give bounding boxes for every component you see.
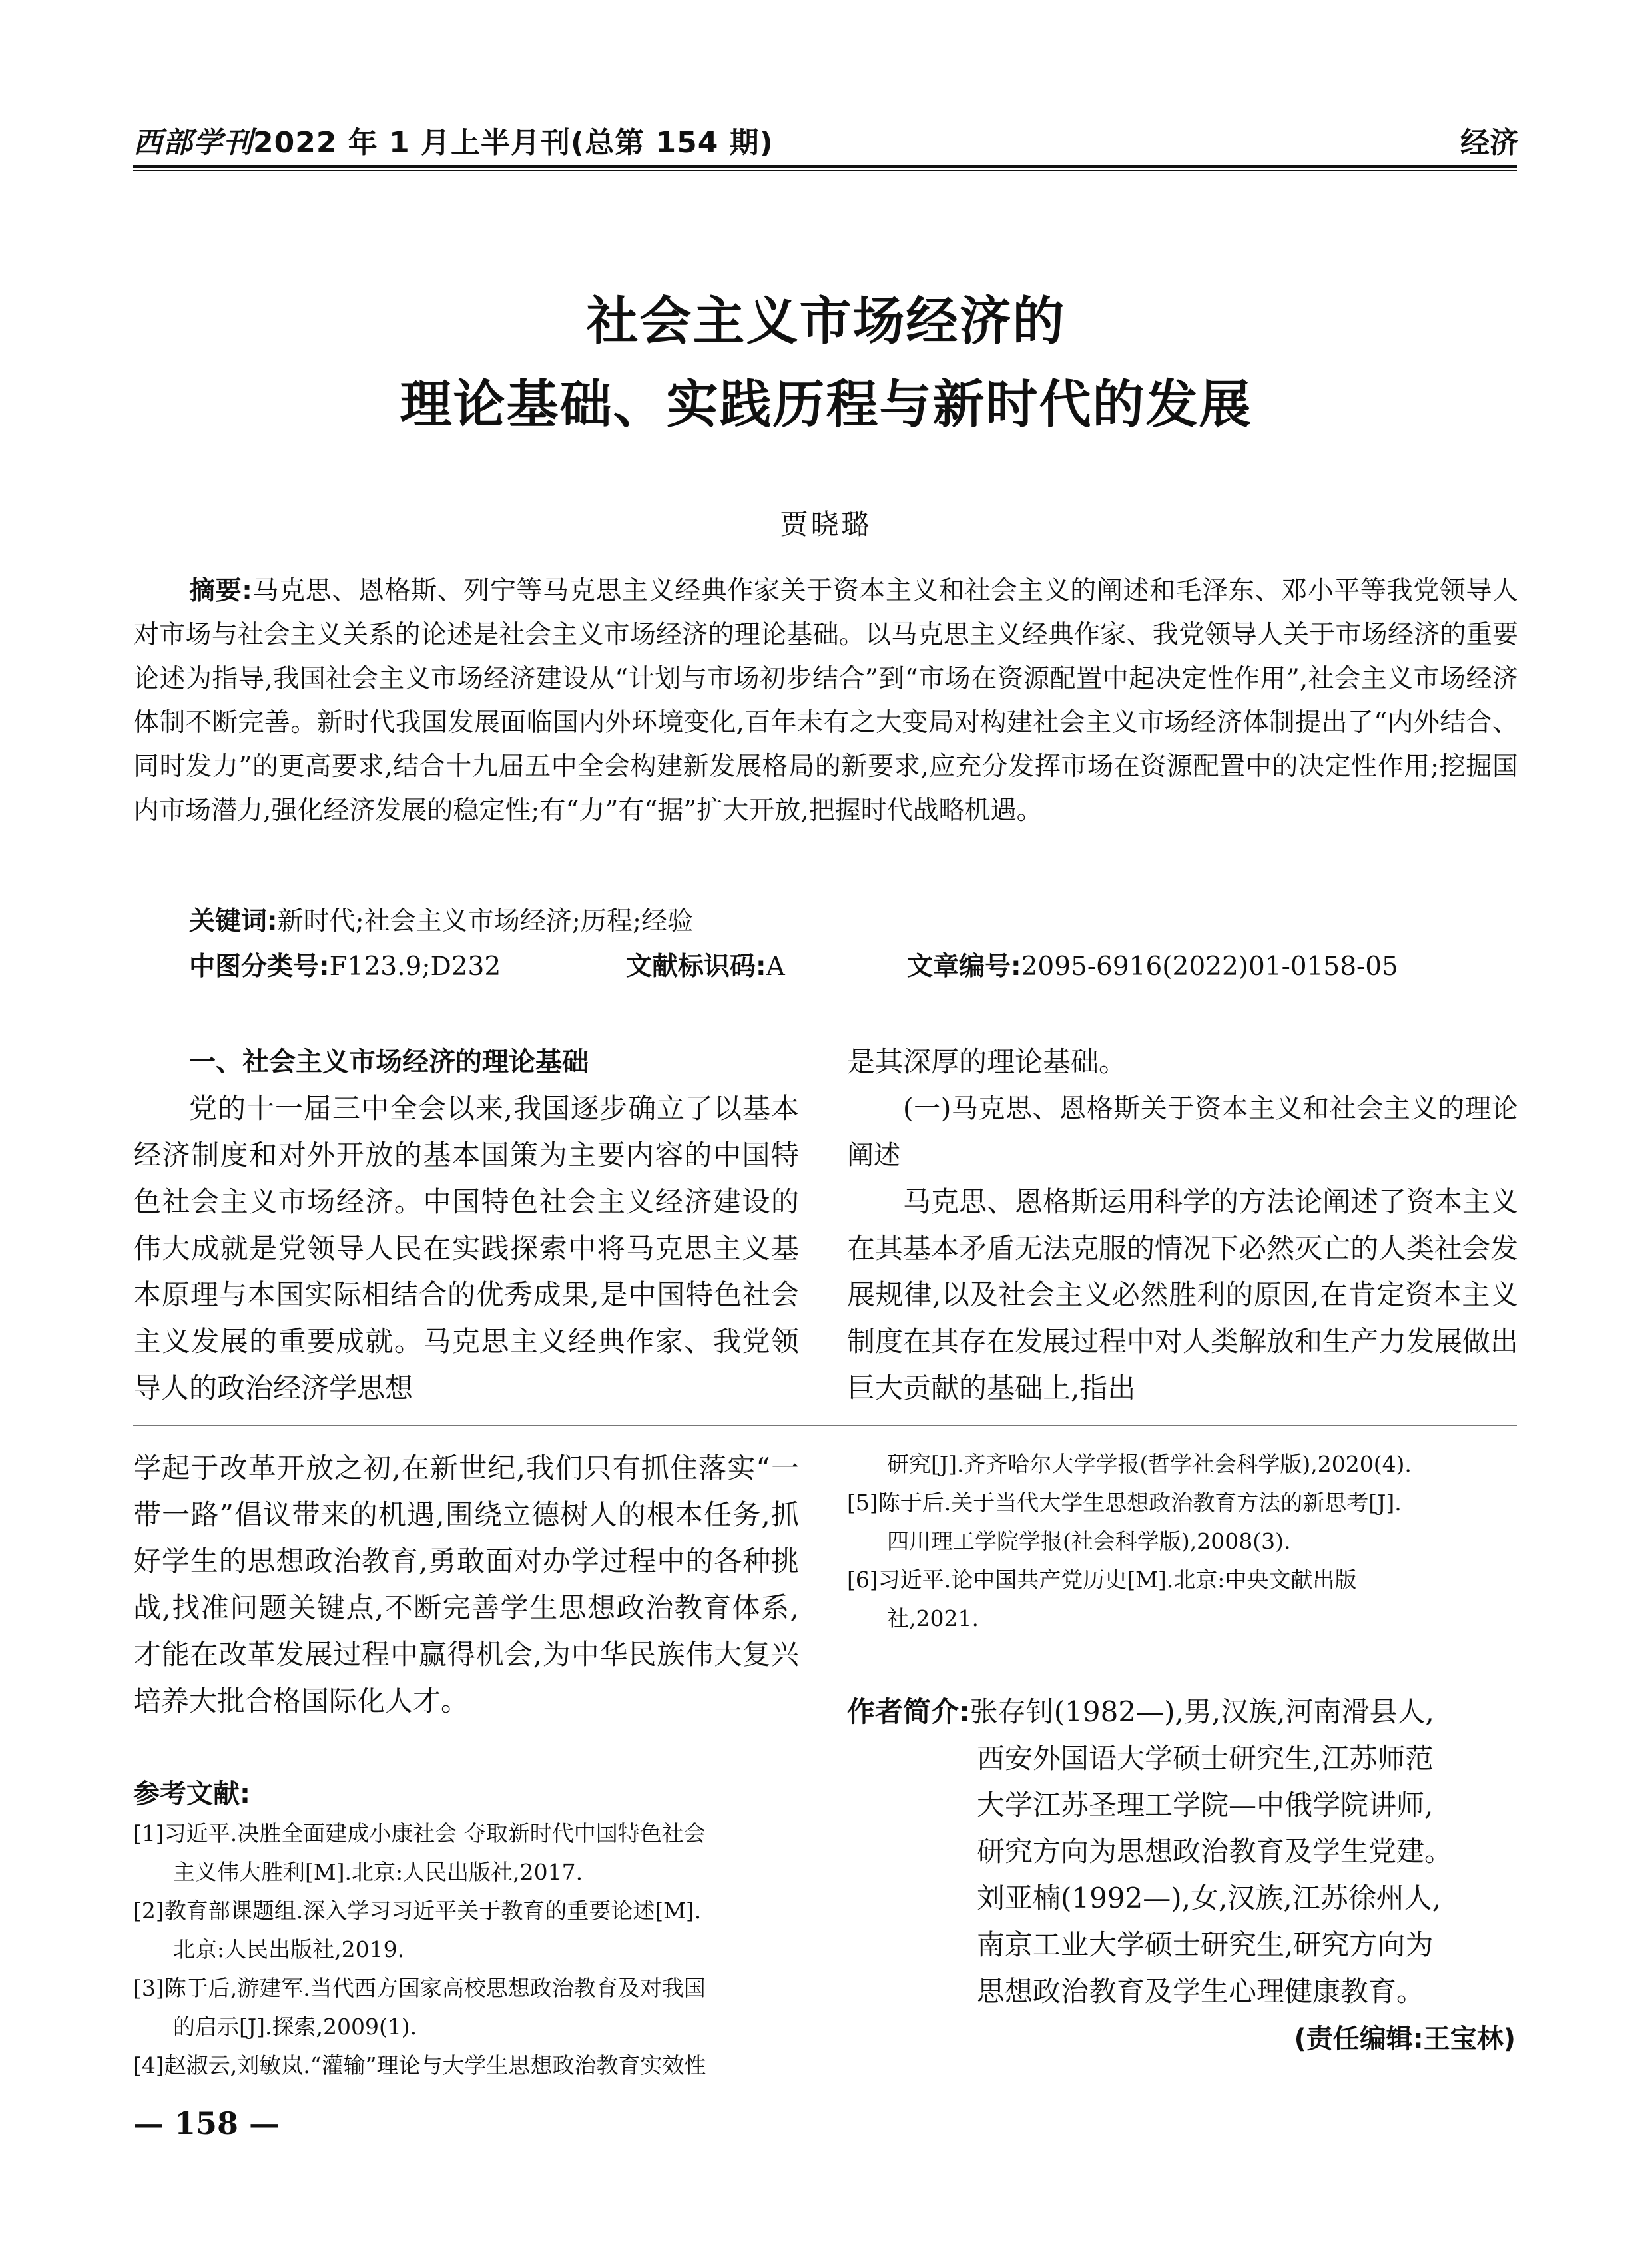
subsection-heading: (一)马克思、恩格斯关于资本主义和社会主义的理论阐述 (847, 1093, 1518, 1171)
header-rule (133, 165, 1517, 168)
bio-line: 大学江苏圣理工学院—中俄学院讲师, (977, 1789, 1434, 1821)
keywords-label: 关键词: (189, 906, 278, 936)
column-divider-rule (133, 1425, 1517, 1426)
responsible-editor: (责任编辑:王宝林) (1294, 2024, 1515, 2054)
body-paragraph: 学起于改革开放之初,在新世纪,我们只有抓住落实“一带一路”倡议带来的机遇,围绕立德树人的根本任务,抓好学生的思想政治教育,勇敢面对办学过程中的各种挑战,找准问题关键点,不断完善学生思想政治教育体系,才能在改革发展过程中赢得机会,为中华民族伟大复兴培养大批合格国际化人才。 (133, 1452, 799, 1717)
body-paragraph: 马克思、恩格斯运用科学的方法论阐述了资本主义在其基本矛盾无法克服的情况下必然灭亡的人类社会发展规律,以及社会主义必然胜利的原因,在肯定资本主义制度在其存在发展过程中对人类解放和生产力发展做出巨大贡献的基础上,指出 (847, 1185, 1519, 1404)
doc-code (626, 946, 785, 983)
article-label: 文章编号: (907, 952, 1021, 981)
section-heading: 一、社会主义市场经济的理论基础 (189, 1047, 589, 1077)
bio-line: 张存钊(1982—),男,汉族,河南滑县人, (969, 1695, 1434, 1728)
running-header (133, 119, 774, 161)
reference-item: [1]习近平.决胜全面建成小康社会 夺取新时代中国特色社会 主义伟大胜利[M].北京:人民出版社,2017. (133, 1821, 706, 1885)
reference-continuation: 研究[J].齐齐哈尔大学学报(哲学社会科学版),2020(4). (887, 1451, 1412, 1477)
author-bio (847, 1689, 1519, 2015)
article-number (907, 946, 1398, 983)
bio-line: 思想政治教育及学生心理健康教育。 (977, 1975, 1425, 2008)
bio-line: 西安外国语大学硕士研究生,江苏师范 (977, 1742, 1434, 1775)
right-column (847, 1039, 1518, 1412)
section-label: 经济 (1460, 126, 1519, 160)
abstract (133, 569, 1518, 833)
bio-label: 作者简介: (847, 1695, 970, 1728)
article-value: 2095-6916(2022)01-0158-05 (1021, 952, 1398, 981)
reference-item: [4]赵淑云,刘敏岚.“灌输”理论与大学生思想政治教育实效性 (133, 2052, 706, 2078)
reference-item: [5]陈于后.关于当代大学生思想政治教育方法的新思考[J]. 四川理工学院学报(社会科学版),2008(3). (847, 1490, 1402, 1554)
title-line-2: 理论基础、实践历程与新时代的发展 (400, 374, 1252, 435)
reference-item: [2]教育部课题组.深入学习习近平关于教育的重要论述[M]. 北京:人民出版社,2019. (133, 1898, 702, 1962)
references-left (133, 1815, 812, 2085)
bio-line: 研究方向为思想政治教育及学生党建。 (977, 1835, 1453, 1868)
page-number: — 158 — (133, 2105, 280, 2141)
title-line-1: 社会主义市场经济的 (586, 291, 1066, 352)
issue-info: 2022 年 1 月上半月刊(总第 154 期) (253, 126, 774, 160)
bio-line: 南京工业大学硕士研究生,研究方向为 (977, 1928, 1434, 1961)
abstract-text: 马克思、恩格斯、列宁等马克思主义经典作家关于资本主义和社会主义的阐述和毛泽东、邓小平等我党领导人对市场与社会主义关系的论述是社会主义市场经济的理论基础。以马克思主义经典作家、我党领导人关于市场经济的重要论述为指导,我国社会主义市场经济建设从“计划与市场初步结合”到“市场在资源配置中起决定性作用”,社会主义市场经济体制不断完善。新时代我国发展面临国内外环境变化,百年未有之大变局对构建社会主义市场经济体制提出了“内外结合、同时发力”的更高要求,结合十九届五中全会构建新发展格局的新要求,应充分发挥市场在资源配置中的决定性作用;挖掘国内市场潜力,强化经济发展的稳定性;有“力”有“据”扩大开放,把握时代战略机遇。 (133, 576, 1518, 826)
clc-label: 中图分类号: (189, 952, 330, 981)
body-paragraph: 党的十一届三中全会以来,我国逐步确立了以基本经济制度和对外开放的基本国策为主要内容的中国特色社会主义市场经济。中国特色社会主义经济建设的伟大成就是党领导人民在实践探索中将马克思主义基本原理与本国实际相结合的优秀成果,是中国特色社会主义发展的重要成就。马克思主义经典作家、我党领导人的政治经济学思想 (133, 1092, 799, 1404)
reference-item: [3]陈于后,游建军.当代西方国家高校思想政治教育及对我国 的启示[J].探索,2009(1). (133, 1975, 706, 2040)
left-column (133, 1039, 799, 1412)
author: 贾晓璐 (780, 508, 872, 541)
keywords (189, 900, 693, 938)
references-title: 参考文献: (133, 1779, 250, 1809)
clc-number (189, 946, 501, 983)
reference-item: [6]习近平.论中国共产党历史[M].北京:中央文献出版 社,2021. (847, 1567, 1357, 1631)
doc-label: 文献标识码: (626, 952, 766, 981)
abstract-label: 摘要: (189, 576, 252, 606)
keywords-text: 新时代;社会主义市场经济;历程;经验 (277, 906, 694, 936)
journal-name: 西部学刊 (133, 126, 253, 160)
references-right (847, 1445, 1519, 1638)
body-paragraph: 是其深厚的理论基础。 (847, 1045, 1127, 1078)
bio-line: 刘亚楠(1992—),女,汉族,江苏徐州人, (977, 1882, 1442, 1914)
lower-left-paragraph (133, 1445, 799, 1725)
clc-value: F123.9;D232 (329, 952, 501, 981)
doc-value: A (766, 952, 785, 981)
header-rule-thin (133, 170, 1517, 171)
